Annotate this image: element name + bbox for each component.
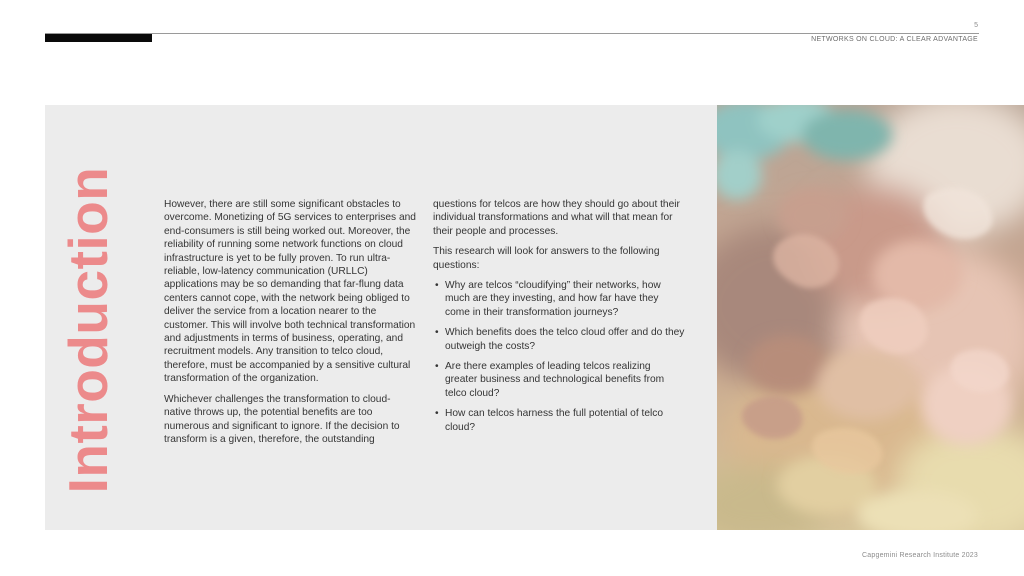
report-title: NETWORKS ON CLOUD: A CLEAR ADVANTAGE [811,36,978,43]
list-item [433,326,685,353]
bullet-icon: • [435,408,439,420]
list-item [433,360,685,400]
header-accent-bar [45,34,152,42]
left-paragraph-1: However, there are still some significant obstacles to overcome. Monetizing of 5G services to enterprises and end-consumers is still being worked out. Moreover, the reliability of running some network functions on cloud infrastructure is yet to be fully proven. To run ultra-reliable, low-latency communication (URLLC) applications may be so demanding that far-flung data centers cannot cope, with the network being obliged to deliver the service from a location nearer to the customer. This will involve both technical transformation and adjustments in terms of business, operating, and recruitment models. Any transition to telco cloud, therefore, must be accompanied by a sensitive cultural transformation of the organization. [164,199,416,385]
bullet-icon: • [435,327,439,339]
left-column [164,198,416,453]
left-paragraph-2: Whichever challenges the transformation to cloud-native throws up, the potential benefits are too numerous and significant to ignore. If the decision to transform is a given, therefore, the outstanding [164,393,400,445]
right-paragraph-1: questions for telcos are how they should go about their individual transformations and what will that mean for their people and processes. [433,199,680,237]
right-paragraph-2: This research will look for answers to the following questions: [433,246,660,271]
right-column [433,198,685,441]
page-number: 5 [974,22,978,29]
section-title: Introduction [57,166,119,494]
list-item [433,279,685,319]
bullet-icon: • [435,280,439,292]
smoke-ink-image [717,105,1024,530]
header-rule [45,33,979,34]
research-questions-list [433,279,685,434]
list-item-text: How can telcos harness the full potential of telco cloud? [445,408,664,433]
bullet-icon: • [435,361,439,373]
footer-credit: Capgemini Research Institute 2023 [862,552,978,559]
list-item [433,407,685,434]
list-item-text: Why are telcos “cloudifying” their networks, how much are they investing, and how far have they come in their transformation journeys? [445,280,661,318]
list-item-text: Which benefits does the telco cloud offer and do they outweigh the costs? [445,327,685,352]
list-item-text: Are there examples of leading telcos realizing greater business and technological benefits from telco cloud? [445,361,665,399]
